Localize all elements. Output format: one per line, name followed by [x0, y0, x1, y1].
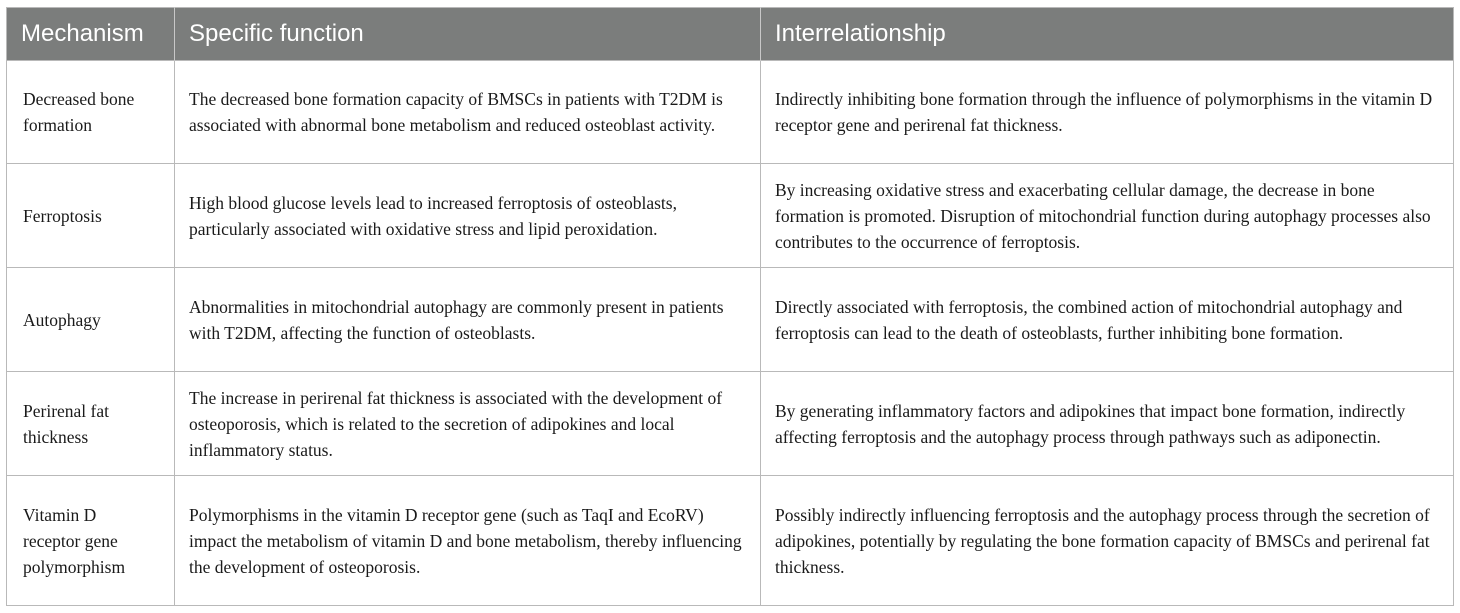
interrelationship-text: Directly associated with ferroptosis, the combined action of mitochondrial autophagy and ferroptosis can lead to the death of osteoblasts, further inhibiting bone formation.: [775, 296, 1403, 343]
function-text: Abnormalities in mitochondrial autophagy are commonly present in patients with T2DM, affecting the function of osteoblasts.: [189, 296, 724, 343]
table-body: [7, 61, 1454, 606]
mechanism-label: Autophagy: [23, 309, 101, 330]
mechanism-table: [6, 7, 1454, 606]
interrelationship-cell: [761, 476, 1454, 606]
header-interrelationship: Interrelationship: [761, 8, 1454, 61]
table-row: [7, 372, 1454, 476]
function-cell: [175, 268, 761, 372]
mechanism-table-container: [6, 7, 1453, 606]
mechanism-cell: [7, 372, 175, 476]
interrelationship-text: By increasing oxidative stress and exacerbating cellular damage, the decrease in bone formation is promoted. Disruption of mitochondrial function during autophagy processes also contributes to the occurrence of ferroptosis.: [775, 179, 1431, 252]
mechanism-label: Ferroptosis: [23, 205, 102, 226]
interrelationship-cell: [761, 372, 1454, 476]
function-text: The increase in perirenal fat thickness is associated with the development of osteoporosis, which is related to the secretion of adipokines and local inflammatory status.: [189, 387, 723, 460]
mechanism-cell: [7, 61, 175, 164]
interrelationship-text: By generating inflammatory factors and adipokines that impact bone formation, indirectly affecting ferroptosis and the autophagy process through pathways such as adiponectin.: [775, 400, 1406, 447]
table-row: [7, 61, 1454, 164]
table-row: [7, 268, 1454, 372]
function-cell: [175, 372, 761, 476]
function-cell: [175, 164, 761, 268]
mechanism-cell: [7, 268, 175, 372]
function-text: The decreased bone formation capacity of BMSCs in patients with T2DM is associated with abnormal bone metabolism and reduced osteoblast activity.: [189, 89, 723, 135]
mechanism-cell: [7, 164, 175, 268]
header-row: [7, 8, 1454, 61]
table-row: [7, 476, 1454, 606]
mechanism-cell: [7, 476, 175, 606]
table-header: [7, 8, 1454, 61]
header-mechanism: Mechanism: [7, 8, 175, 61]
header-specific-function: Specific function: [175, 8, 761, 61]
interrelationship-text: Possibly indirectly influencing ferroptosis and the autophagy process through the secretion of adipokines, potentially by regulating the bone formation capacity of BMSCs and perirenal fat thickness.: [775, 504, 1430, 577]
interrelationship-cell: [761, 61, 1454, 164]
mechanism-label: Perirenal fat thickness: [23, 400, 109, 447]
function-text: High blood glucose levels lead to increased ferroptosis of osteoblasts, particularly associated with oxidative stress and lipid peroxidation.: [189, 192, 677, 239]
mechanism-label: Vitamin D receptor gene polymorphism: [23, 504, 126, 577]
function-cell: [175, 476, 761, 606]
function-text: Polymorphisms in the vitamin D receptor gene (such as TaqI and EcoRV) impact the metabolism of vitamin D and bone metabolism, thereby influencing the development of osteoporosis.: [189, 504, 742, 577]
table-row: [7, 164, 1454, 268]
interrelationship-cell: [761, 164, 1454, 268]
mechanism-label: Decreased bone formation: [23, 89, 135, 135]
function-cell: [175, 61, 761, 164]
interrelationship-text: Indirectly inhibiting bone formation through the influence of polymorphisms in the vitamin D receptor gene and perirenal fat thickness.: [775, 89, 1433, 135]
interrelationship-cell: [761, 268, 1454, 372]
